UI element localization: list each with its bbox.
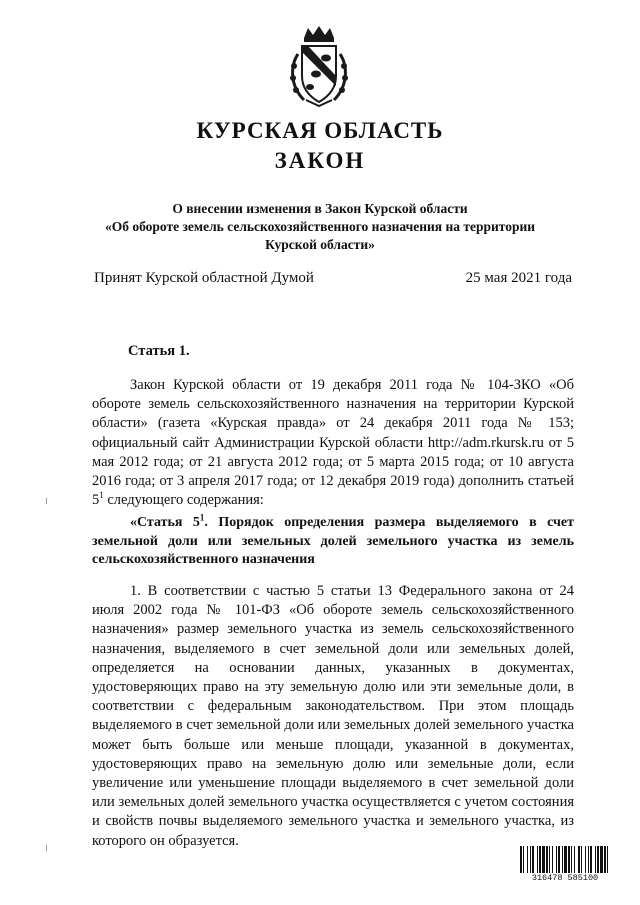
- barcode-bar: [527, 846, 528, 874]
- region-title: КУРСКАЯ ОБЛАСТЬ: [196, 118, 444, 143]
- barcode-bar: [549, 846, 550, 874]
- subject-line: «Об обороте земель сельскохозяйственного назначения на территории: [104, 219, 536, 234]
- margin-mark: [46, 498, 47, 504]
- barcode-bar: [574, 846, 575, 874]
- paragraph-text: следующего содержания:: [103, 492, 264, 509]
- barcode-bar: [568, 846, 570, 874]
- subject-line: Курской области»: [265, 237, 375, 252]
- new-article-prefix: «Статья 5: [130, 515, 200, 530]
- new-article-title: [92, 514, 574, 570]
- law-subject: [80, 200, 560, 254]
- barcode-number: 316478 585100: [519, 873, 611, 884]
- barcode-bar: [588, 846, 589, 874]
- law-title: ЗАКОН: [274, 148, 366, 173]
- barcode-bar: [595, 846, 596, 874]
- barcode-bar: [581, 846, 582, 874]
- adopted-by: Принят Курской областной Думой: [94, 270, 314, 286]
- barcode-bar: [578, 846, 580, 874]
- barcode-bar: [523, 846, 524, 874]
- barcode-bar: [585, 846, 586, 874]
- barcode-bar: [530, 846, 531, 874]
- new-article-title-text: . Порядок определения размера выделяемого в счет земельной доли или земельных долей земельного участка из земель сельскохозяйственного назначения: [92, 515, 574, 567]
- article-paragraph: [92, 376, 574, 510]
- barcode-bar: [597, 846, 599, 874]
- barcode-bar: [590, 846, 592, 874]
- barcode-bar: [556, 846, 557, 874]
- article-heading: Статья 1.: [128, 343, 190, 359]
- barcode-bar: [532, 846, 534, 874]
- barcode-bar: [564, 846, 567, 874]
- barcode-bar: [562, 846, 563, 874]
- barcode-bar: [520, 846, 522, 874]
- superscript: 1: [199, 512, 205, 523]
- barcode-bar: [546, 846, 548, 874]
- margin-mark: [46, 845, 47, 851]
- barcode-bar: [558, 846, 560, 874]
- superscript: 1: [99, 490, 104, 501]
- adoption-date: 25 мая 2021 года: [465, 270, 572, 286]
- barcode-bar: [542, 846, 545, 874]
- barcode-bar: [607, 846, 608, 874]
- adoption-row: [94, 270, 572, 290]
- subject-line: О внесении изменения в Закон Курской области: [172, 201, 468, 216]
- barcode-bar: [571, 846, 572, 874]
- barcode-bar: [552, 846, 553, 874]
- point-1-paragraph: 1. В соответствии с частью 5 статьи 13 Федерального закона от 24 июля 2002 года № 101-ФЗ «Об обороте земель сельскохозяйственного назначения» размер земельного участка из земель сельскохозяйственного назначения, выделяемого в счет земельной доли или земельных долей, определяется на основании данных, указанных в документах, удостоверяющих право на эту земельную долю или эти земельные доли, в соответствии с федеральным законодательством. При этом площадь выделяемого в счет земельной доли или земельных долей земельного участка может быть больше или меньше площади, указанной в документах, удостоверяющих право на земельную долю или земельные доли, если увеличение или уменьшение площади выделяемого в счет земельной доли или земельных долей земельного участка осуществляется с учетом состояния и свойств почвы выделяемого земельного участка и земельного участка, из которого он образуется.: [92, 583, 574, 849]
- barcode-bar: [537, 846, 538, 874]
- barcode-bar: [539, 846, 541, 874]
- barcode-bar: [604, 846, 606, 874]
- coat-of-arms-icon: [288, 24, 350, 108]
- barcode-bar: [600, 846, 603, 874]
- paragraph-text: Закон Курской области от 19 декабря 2011 года № 104-ЗКО «Об обороте земель сельскохозяйственного назначения на территории Курской области» (газета «Курская правда» от 24 декабря 2011 года № 153; официальный сайт Администрации Курской области http://adm.rkursk.ru от 5 мая 2012 года; от 21 августа 2012 года; от 5 марта 2015 года; от 10 августа 2016 года; от 3 апреля 2017 года; от 12 декабря 2019 года) дополнить статьей 5: [92, 377, 574, 509]
